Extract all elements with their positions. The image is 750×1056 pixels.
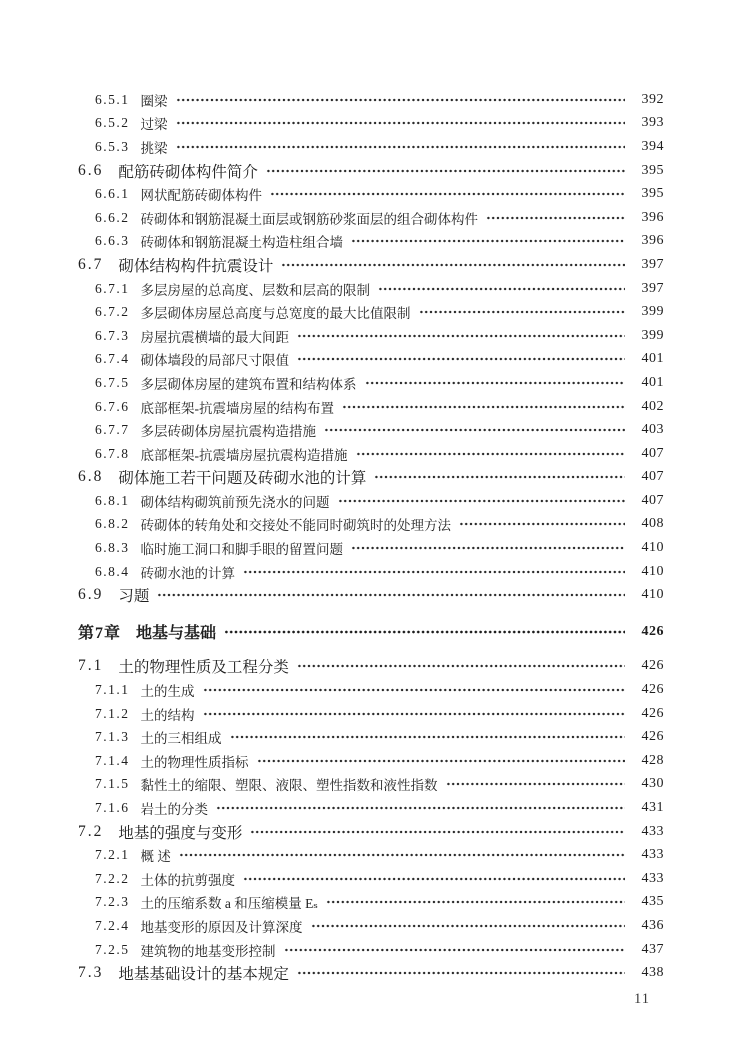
toc-entry-page: 433 bbox=[641, 870, 664, 886]
dot-leader-icon bbox=[176, 93, 626, 107]
dot-leader-icon bbox=[203, 683, 626, 697]
dot-leader-icon bbox=[250, 825, 625, 839]
toc-entry-title: 砌体墙段的局部尺寸限值 bbox=[140, 353, 289, 369]
toc-entry-page: 426 bbox=[641, 658, 664, 674]
toc-entry-number: 6.5.3 bbox=[95, 138, 130, 154]
dot-leader-icon bbox=[216, 801, 625, 815]
toc-entry-page: 435 bbox=[641, 894, 664, 910]
toc-entry-page: 396 bbox=[641, 233, 664, 249]
dot-leader-icon bbox=[342, 400, 625, 414]
toc-entry-page: 426 bbox=[641, 705, 664, 721]
toc-entry-page: 410 bbox=[641, 540, 664, 556]
toc-entry-page: 393 bbox=[641, 115, 664, 131]
toc-entry-page: 396 bbox=[641, 209, 664, 225]
toc-entry-title: 土体的抗剪强度 bbox=[140, 872, 235, 888]
toc-entry-page: 395 bbox=[641, 186, 664, 202]
toc-entry-number: 6.5.2 bbox=[95, 115, 130, 131]
dot-leader-icon bbox=[486, 211, 625, 225]
toc-entry-number: 7.1.4 bbox=[95, 752, 130, 768]
toc-entry bbox=[78, 560, 664, 584]
toc-entry-title: 土的物理性质及工程分类 bbox=[118, 659, 289, 677]
toc-entry-page: 399 bbox=[641, 327, 664, 343]
toc-entry-number: 7.2.2 bbox=[95, 870, 130, 886]
dot-leader-icon bbox=[179, 848, 625, 862]
dot-leader-icon bbox=[176, 116, 626, 130]
toc-entry-page: 408 bbox=[641, 516, 664, 532]
toc-entry-page: 410 bbox=[641, 563, 664, 579]
toc-entry bbox=[78, 796, 664, 820]
toc-entry bbox=[78, 230, 664, 254]
toc-entry bbox=[78, 135, 664, 159]
dot-leader-icon bbox=[270, 187, 625, 201]
toc-entry-number: 7.1.5 bbox=[95, 776, 130, 792]
toc-entry bbox=[78, 843, 664, 867]
toc-entry-number: 6.8.3 bbox=[95, 540, 130, 556]
toc-entry-number: 7.1.1 bbox=[95, 682, 130, 698]
toc-entry-title: 砖砌体和钢筋混凝土构造柱组合墙 bbox=[140, 235, 343, 251]
toc-entry bbox=[78, 513, 664, 537]
toc-entry-number: 7.3 bbox=[78, 964, 104, 982]
dot-leader-icon bbox=[365, 376, 626, 390]
toc-entry-number: 6.6.2 bbox=[95, 209, 130, 225]
toc-entry-page: 428 bbox=[641, 752, 664, 768]
toc-entry-page: 392 bbox=[641, 91, 664, 107]
toc-entry-title: 配筋砖砌体构件简介 bbox=[118, 163, 258, 181]
toc-entry bbox=[78, 702, 664, 726]
toc-entry-title: 习题 bbox=[118, 588, 150, 606]
toc-entry bbox=[78, 725, 664, 749]
dot-leader-icon bbox=[446, 777, 626, 791]
toc-entry bbox=[78, 749, 664, 773]
toc-entry-page: 401 bbox=[641, 374, 664, 390]
toc-entry-title: 土的三相组成 bbox=[140, 731, 222, 747]
toc-entry bbox=[78, 891, 664, 915]
dot-leader-icon bbox=[297, 329, 625, 343]
dot-leader-icon bbox=[284, 943, 626, 957]
dot-leader-icon bbox=[157, 588, 625, 602]
dot-leader-icon bbox=[419, 305, 626, 319]
toc-entry bbox=[78, 914, 664, 938]
toc-entry-title: 砌体结构砌筑前预先浇水的问题 bbox=[140, 494, 330, 510]
toc-entry-title: 建筑物的地基变形控制 bbox=[140, 943, 276, 959]
toc-entry-number: 6.7 bbox=[78, 255, 104, 273]
toc-entry bbox=[78, 820, 664, 844]
toc-entry bbox=[78, 159, 664, 183]
toc-entry-page: 407 bbox=[641, 469, 664, 485]
dot-leader-icon bbox=[378, 282, 625, 296]
toc-entry-title: 挑梁 bbox=[140, 140, 168, 156]
toc-entry-title: 砌体施工若干问题及砖砌水池的计算 bbox=[118, 470, 367, 488]
toc-entry-number: 第7章 bbox=[78, 625, 122, 643]
dot-leader-icon bbox=[243, 565, 625, 579]
dot-leader-icon bbox=[356, 447, 626, 461]
dot-leader-icon bbox=[324, 423, 625, 437]
dot-leader-icon bbox=[351, 234, 625, 248]
toc-entry bbox=[78, 182, 664, 206]
toc-entry-number: 6.7.6 bbox=[95, 398, 130, 414]
toc-entry-page: 397 bbox=[641, 256, 664, 272]
toc-entry bbox=[78, 442, 664, 466]
toc-entry bbox=[78, 466, 664, 490]
toc-entry-title: 黏性土的缩限、塑限、液限、塑性指数和液性指数 bbox=[140, 778, 438, 794]
toc-entry bbox=[78, 620, 664, 644]
toc-entry bbox=[78, 961, 664, 985]
dot-leader-icon bbox=[230, 730, 626, 744]
toc-entry bbox=[78, 583, 664, 607]
toc-entry bbox=[78, 678, 664, 702]
toc-entry bbox=[78, 112, 664, 136]
toc-entry-title: 圈梁 bbox=[140, 93, 168, 109]
dot-leader-icon bbox=[297, 966, 625, 980]
dot-leader-icon bbox=[243, 872, 625, 886]
toc-entry-number: 6.8.4 bbox=[95, 563, 130, 579]
toc-entry-number: 6.7.4 bbox=[95, 351, 130, 367]
dot-leader-icon bbox=[459, 517, 625, 531]
toc-entry bbox=[78, 371, 664, 395]
dot-leader-icon bbox=[297, 352, 625, 366]
toc-entry-number: 6.8.1 bbox=[95, 492, 130, 508]
dot-leader-icon bbox=[374, 470, 625, 484]
toc-entry-page: 399 bbox=[641, 304, 664, 320]
toc-entry-title: 多层房屋的总高度、层数和层高的限制 bbox=[140, 282, 370, 298]
toc-entry-page: 394 bbox=[641, 138, 664, 154]
toc-entry-title: 网状配筋砖砌体构件 bbox=[140, 188, 262, 204]
toc-entry-page: 410 bbox=[641, 587, 664, 603]
toc-entry-number: 7.2.5 bbox=[95, 941, 130, 957]
toc-entry-title: 地基基础设计的基本规定 bbox=[118, 966, 289, 984]
toc-entry-title: 岩土的分类 bbox=[140, 802, 208, 818]
toc-entry-number: 6.8 bbox=[78, 468, 104, 486]
toc-entry-page: 397 bbox=[641, 280, 664, 296]
toc-entry bbox=[78, 277, 664, 301]
toc-entry bbox=[78, 300, 664, 324]
toc-entry-page: 407 bbox=[641, 445, 664, 461]
toc-entry-title: 底部框架-抗震墙房屋抗震构造措施 bbox=[140, 447, 348, 463]
toc-entry-page: 433 bbox=[641, 847, 664, 863]
toc-entry-number: 7.1.2 bbox=[95, 705, 130, 721]
toc-entry-number: 6.7.7 bbox=[95, 422, 130, 438]
toc-entry-title: 砖砌体的转角处和交接处不能同时砌筑时的处理方法 bbox=[140, 518, 451, 534]
toc-entry-title: 房屋抗震横墙的最大间距 bbox=[140, 329, 289, 345]
toc-entry-page: 401 bbox=[641, 351, 664, 367]
toc-entry-title: 砖砌体和钢筋混凝土面层或钢筋砂浆面层的组合砌体构件 bbox=[140, 211, 478, 227]
page-number: 11 bbox=[634, 991, 650, 1007]
toc-entry-number: 6.7.3 bbox=[95, 327, 130, 343]
toc-entry-title: 地基的强度与变形 bbox=[118, 824, 243, 842]
dot-leader-icon bbox=[297, 659, 625, 673]
dot-leader-icon bbox=[257, 754, 626, 768]
toc-entry-title: 地基变形的原因及计算深度 bbox=[140, 919, 303, 935]
dot-leader-icon bbox=[224, 625, 625, 639]
dot-leader-icon bbox=[203, 707, 626, 721]
toc-entry-page: 437 bbox=[641, 941, 664, 957]
toc-entry bbox=[78, 773, 664, 797]
toc-entry bbox=[78, 536, 664, 560]
toc-entry-page: 395 bbox=[641, 162, 664, 178]
toc-entry-title: 土的生成 bbox=[140, 684, 195, 700]
toc-entry-title: 多层砌体房屋总高度与总宽度的最大比值限制 bbox=[140, 306, 411, 322]
toc-entry-page: 431 bbox=[641, 800, 664, 816]
toc-entry bbox=[78, 88, 664, 112]
toc-entry bbox=[78, 867, 664, 891]
toc-entry-number: 7.1 bbox=[78, 657, 104, 675]
toc-entry-number: 7.2.1 bbox=[95, 847, 130, 863]
dot-leader-icon bbox=[176, 140, 626, 154]
toc-entry-page: 426 bbox=[641, 682, 664, 698]
toc-entry-title: 概 述 bbox=[140, 849, 171, 865]
toc-list bbox=[78, 88, 664, 985]
toc-entry-page: 426 bbox=[641, 729, 664, 745]
toc-entry-title: 土的结构 bbox=[140, 707, 195, 723]
toc-entry-page: 436 bbox=[641, 917, 664, 933]
toc-entry-title: 土的压缩系数 a 和压缩模量 Eₛ bbox=[140, 896, 318, 912]
dot-leader-icon bbox=[281, 258, 625, 272]
toc-entry bbox=[78, 253, 664, 277]
toc-entry-page: 438 bbox=[641, 965, 664, 981]
toc-entry bbox=[78, 395, 664, 419]
toc-entry-title: 土的物理性质指标 bbox=[140, 754, 249, 770]
toc-entry-title: 临时施工洞口和脚手眼的留置问题 bbox=[140, 542, 343, 558]
toc-entry-number: 6.6 bbox=[78, 161, 104, 179]
toc-entry-number: 6.7.8 bbox=[95, 445, 130, 461]
dot-leader-icon bbox=[326, 895, 625, 909]
toc-entry-number: 7.2.4 bbox=[95, 917, 130, 933]
toc-entry bbox=[78, 489, 664, 513]
dot-leader-icon bbox=[351, 541, 625, 555]
toc-entry-number: 6.7.2 bbox=[95, 304, 130, 320]
toc-entry-page: 433 bbox=[641, 823, 664, 839]
toc-entry-title: 砖砌水池的计算 bbox=[140, 565, 235, 581]
toc-entry-title: 多层砖砌体房屋抗震构造措施 bbox=[140, 424, 316, 440]
toc-entry-number: 6.7.5 bbox=[95, 374, 130, 390]
dot-leader-icon bbox=[266, 164, 625, 178]
toc-entry-page: 403 bbox=[641, 422, 664, 438]
toc-entry-page: 402 bbox=[641, 398, 664, 414]
toc-entry-page: 407 bbox=[641, 492, 664, 508]
toc-entry-number: 7.2 bbox=[78, 822, 104, 840]
toc-entry-number: 7.1.6 bbox=[95, 800, 130, 816]
toc-entry-title: 底部框架-抗震墙房屋的结构布置 bbox=[140, 400, 334, 416]
toc-entry-title: 砌体结构构件抗震设计 bbox=[118, 257, 274, 275]
toc-entry bbox=[78, 418, 664, 442]
toc-entry-number: 7.1.3 bbox=[95, 729, 130, 745]
toc-entry-number: 6.8.2 bbox=[95, 516, 130, 532]
toc-entry bbox=[78, 206, 664, 230]
toc-entry bbox=[78, 655, 664, 679]
toc-entry bbox=[78, 348, 664, 372]
toc-entry bbox=[78, 324, 664, 348]
toc-entry-number: 6.7.1 bbox=[95, 280, 130, 296]
toc-entry-number: 6.6.3 bbox=[95, 233, 130, 249]
toc-entry-title: 多层砌体房屋的建筑布置和结构体系 bbox=[140, 376, 357, 392]
toc-entry-page: 426 bbox=[641, 623, 664, 639]
toc-entry-number: 6.5.1 bbox=[95, 91, 130, 107]
toc-entry-number: 7.2.3 bbox=[95, 894, 130, 910]
dot-leader-icon bbox=[338, 494, 626, 508]
toc-entry-title: 过梁 bbox=[140, 117, 168, 133]
toc-entry-title: 地基与基础 bbox=[136, 625, 217, 643]
toc-entry-page: 430 bbox=[641, 776, 664, 792]
toc-entry-number: 6.6.1 bbox=[95, 186, 130, 202]
dot-leader-icon bbox=[311, 919, 626, 933]
toc-entry-number: 6.9 bbox=[78, 586, 104, 604]
toc-entry bbox=[78, 938, 664, 962]
